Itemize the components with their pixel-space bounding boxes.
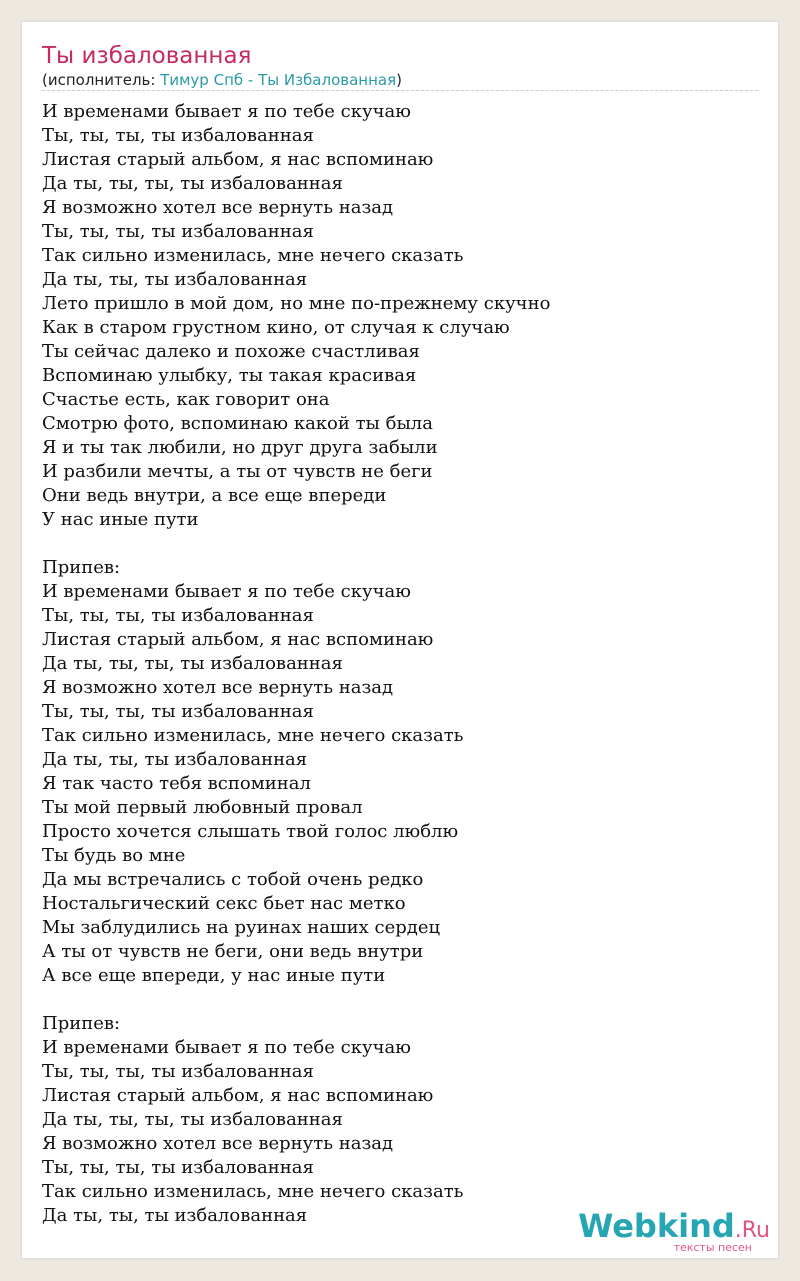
lyric-line: Ты, ты, ты, ты избалованная (42, 125, 314, 146)
lyric-line: А все еще впереди, у нас иные пути (42, 965, 386, 986)
lyric-line: Да ты, ты, ты избалованная (42, 749, 308, 770)
artist-prefix: (исполнитель: (42, 71, 161, 89)
lyric-line: Я возможно хотел все вернуть назад (42, 677, 394, 698)
lyric-line: Да ты, ты, ты избалованная (42, 1205, 308, 1226)
lyric-line: И временами бывает я по тебе скучаю (42, 101, 411, 122)
artist-line (42, 71, 402, 89)
lyric-line: Припев: (42, 557, 121, 578)
lyric-line: Да ты, ты, ты, ты избалованная (42, 1109, 343, 1130)
lyric-blank-line (42, 988, 550, 1012)
lyric-line: Листая старый альбом, я нас вспоминаю (42, 149, 434, 170)
artist-link[interactable]: Тимур Спб - Ты Избалованная (160, 71, 397, 89)
lyric-line: Ты мой первый любовный провал (42, 797, 363, 818)
divider (42, 90, 758, 91)
lyric-line: Листая старый альбом, я нас вспоминаю (42, 1085, 434, 1106)
lyric-line: Ностальгический секс бьет нас метко (42, 893, 406, 914)
lyrics-card (22, 22, 778, 1258)
lyric-line: А ты от чувств не беги, они ведь внутри (42, 941, 424, 962)
lyric-line: Счастье есть, как говорит она (42, 389, 330, 410)
lyric-line: Ты сейчас далеко и похоже счастливая (42, 341, 420, 362)
artist-suffix: ) (396, 71, 402, 89)
lyric-line: И временами бывает я по тебе скучаю (42, 581, 411, 602)
lyric-line: У нас иные пути (42, 509, 199, 530)
site-logo[interactable] (580, 1208, 770, 1254)
lyric-line: Ты, ты, ты, ты избалованная (42, 1157, 314, 1178)
lyric-line: Как в старом грустном кино, от случая к случаю (42, 317, 510, 338)
lyric-line: Да мы встречались с тобой очень редко (42, 869, 424, 890)
lyric-line: Ты, ты, ты, ты избалованная (42, 221, 314, 242)
lyric-line: Они ведь внутри, а все еще впереди (42, 485, 387, 506)
lyric-line: Ты, ты, ты, ты избалованная (42, 1061, 314, 1082)
lyric-line: Да ты, ты, ты избалованная (42, 269, 308, 290)
page-title: Ты избалованная (42, 43, 252, 69)
lyric-blank-line (42, 532, 550, 556)
lyric-line: Ты будь во мне (42, 845, 186, 866)
logo-name: Webkind (578, 1207, 735, 1245)
lyric-line: Просто хочется слышать твой голос люблю (42, 821, 459, 842)
lyric-line: Припев: (42, 1013, 121, 1034)
lyric-line: Мы заблудились на руинах наших сердец (42, 917, 441, 938)
lyric-line: Я и ты так любили, но друг друга забыли (42, 437, 438, 458)
lyric-line: Так сильно изменилась, мне нечего сказать (42, 1181, 464, 1202)
lyric-line: Смотрю фото, вспоминаю какой ты была (42, 413, 433, 434)
lyric-line: Лето пришло в мой дом, но мне по-прежнему скучно (42, 293, 551, 314)
lyric-line: Я возможно хотел все вернуть назад (42, 197, 394, 218)
lyric-line: Я так часто тебя вспоминал (42, 773, 311, 794)
lyric-line: Ты, ты, ты, ты избалованная (42, 701, 314, 722)
lyric-line: Листая старый альбом, я нас вспоминаю (42, 629, 434, 650)
lyrics-text (42, 100, 550, 1228)
lyric-line: Так сильно изменилась, мне нечего сказать (42, 245, 464, 266)
lyric-line: Да ты, ты, ты, ты избалованная (42, 653, 343, 674)
lyric-line: Ты, ты, ты, ты избалованная (42, 605, 314, 626)
logo-tagline: тексты песен (673, 1241, 752, 1254)
lyric-line: Так сильно изменилась, мне нечего сказать (42, 725, 464, 746)
lyric-line: Да ты, ты, ты, ты избалованная (42, 173, 343, 194)
logo-tld: .Ru (734, 1218, 770, 1243)
lyric-line: И разбили мечты, а ты от чувств не беги (42, 461, 433, 482)
lyric-line: И временами бывает я по тебе скучаю (42, 1037, 411, 1058)
lyric-line: Вспоминаю улыбку, ты такая красивая (42, 365, 417, 386)
lyric-line: Я возможно хотел все вернуть назад (42, 1133, 394, 1154)
